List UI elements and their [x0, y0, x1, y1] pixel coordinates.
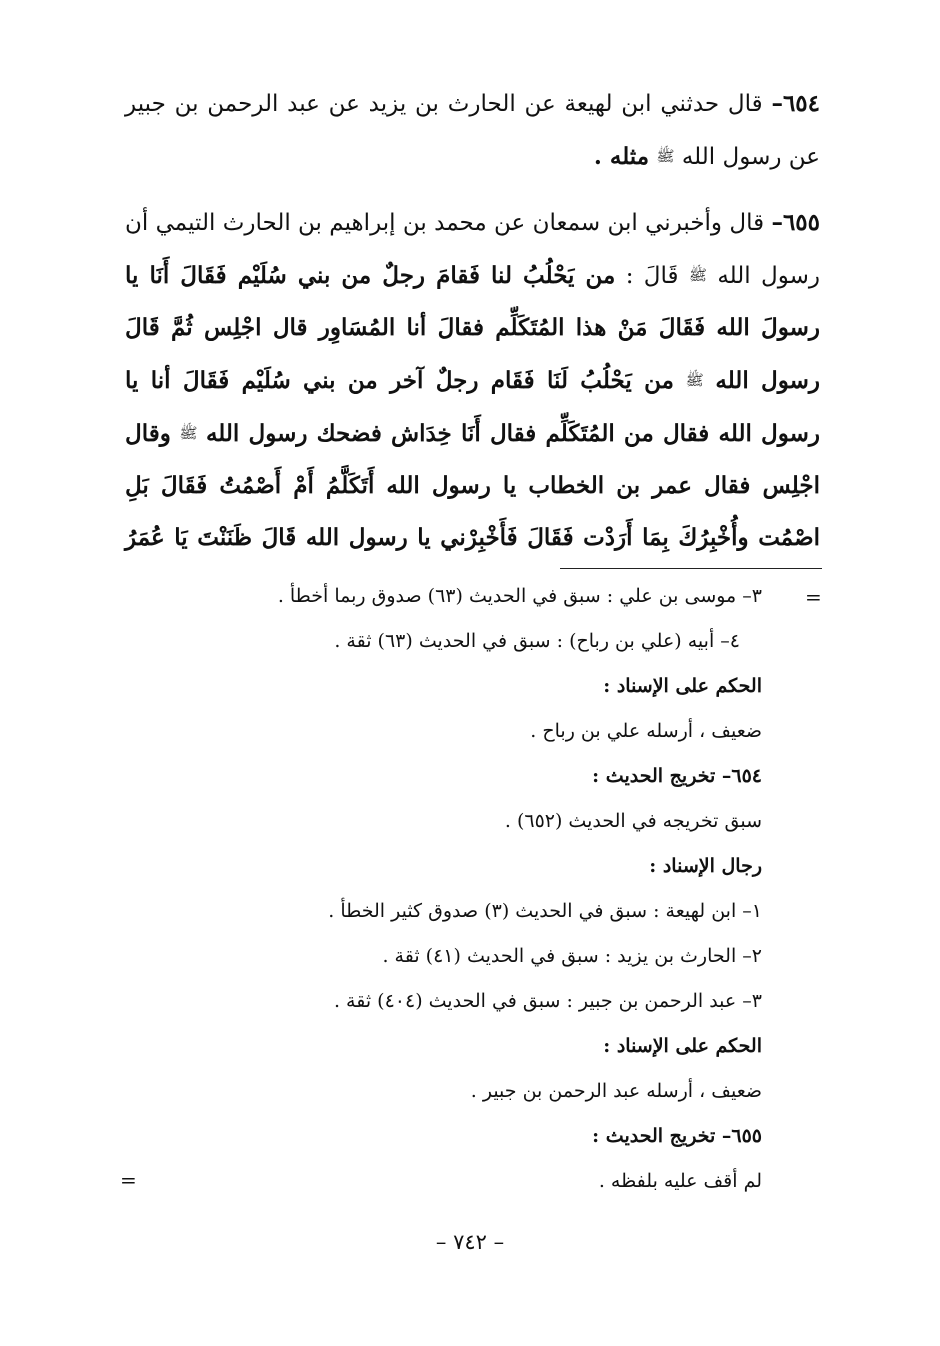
note-heading-narrators: رجال الإسناد : [649, 855, 762, 877]
salutation-icon: ﷺ [688, 266, 707, 284]
hadith-655-number: ٦٥٥– [771, 209, 820, 236]
hadith-654-text: قال حدثني ابن لهيعة عن الحارث بن يزيد عن عبد الرحمن بن جبير عن رسول الله [125, 91, 820, 170]
main-text [125, 78, 820, 564]
salutation-icon: ﷺ [656, 147, 675, 165]
continuation-mark-bottom: = [120, 1168, 137, 1192]
note-narrator-ibn-lahia: ١– ابن لهيعة : سبق في الحديث (٣) صدوق كثير الخطأ . [328, 900, 762, 922]
hadith-655-qal: قَالَ : [625, 263, 679, 289]
continuation-mark-top: = [805, 585, 822, 609]
hadith-654-end: مثله . [593, 143, 650, 170]
hadith-655-text-1: من يَحْلُبُ لنا فَقامَ رجلٌ من بني سُلَيْم فَقَالَ أَنَا يا رسولَ الله فَقَالَ مَنْ هذا المُتَكَلِّم فقالَ أنا المُسَاوِر قال اجْلِس ثُمَّ قَالَ رسول الله [125, 262, 821, 394]
note-narrator-3: ٣– موسى بن علي : سبق في الحديث (٦٣) صدوق ربما أخطأ . [277, 585, 762, 607]
page-number: – ٧٤٢ – [435, 1230, 505, 1254]
note-narrator-abdulrahman: ٣– عبد الرحمن بن جبير : سبق في الحديث (٤٠٤) ثقة . [333, 990, 762, 1012]
footnotes [200, 574, 762, 1204]
note-takhrij-655-text: لم أقف عليه بلفظه . [598, 1170, 762, 1192]
footnote-divider [560, 568, 822, 569]
hadith-655-intro: قال وأخبرني ابن سمعان عن محمد بن إبراهيم بن الحارث التيمي أن رسول الله [125, 210, 821, 289]
note-ruling-text: ضعيف ، أرسله علي بن رباح . [530, 720, 762, 742]
salutation-icon: ﷺ [179, 424, 198, 442]
note-heading-ruling-2: الحكم على الإسناد : [603, 1035, 762, 1057]
note-takhrij-654-text: سبق تخريجه في الحديث (٦٥٢) . [504, 810, 762, 832]
hadith-655 [125, 197, 820, 564]
note-narrator-harith: ٢– الحارث بن يزيد : سبق في الحديث (٤١) ثقة . [382, 945, 762, 967]
note-heading-ruling: الحكم على الإسناد : [603, 675, 762, 697]
note-narrator-4: ٤– أبيه (علي بن رباح) : سبق في الحديث (٦٣) ثقة . [334, 630, 740, 652]
hadith-654 [125, 78, 820, 183]
note-ruling-text-2: ضعيف ، أرسله عبد الرحمن بن جبير . [470, 1080, 762, 1102]
note-heading-takhrij-655: ٦٥٥– تخريج الحديث : [592, 1125, 762, 1147]
hadith-655-text-3: وقال اجْلِس فقال عمر بن الخطاب يا رسول الله أَتَكَلَّمُ أَمْ أَصْمُتُ فَقَالَ بَلِ اصْمُت وأُخْبِرُكَ بِمَا أَرَدْت فَقَالَ فَأَخْبِرْني يا رسول الله قَالَ ظَنَنْتَ يَا عُمَرُ [125, 420, 820, 551]
note-heading-takhrij-654: ٦٥٤– تخريج الحديث : [592, 765, 762, 787]
salutation-icon: ﷺ [685, 371, 704, 389]
hadith-654-number: ٦٥٤– [771, 90, 820, 117]
hadith-655-text-2: من يَحْلُبُ لَنَا فَقَام رجلٌ آخر من بني سُلَيْم فَقَالَ أنا يا رسول الله فقال من المُتَكَلِّم فقال أَنَا خِدَاش فضحك رسول الله [125, 367, 821, 447]
